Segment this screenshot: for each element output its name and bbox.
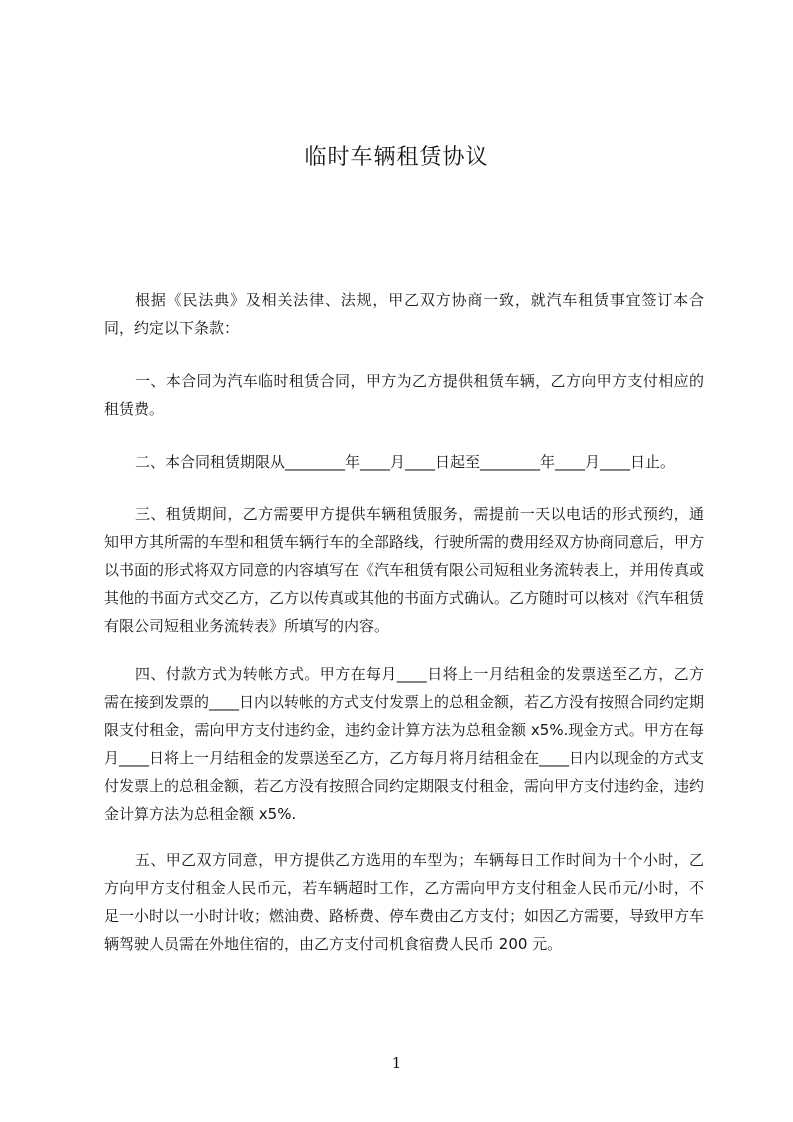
paragraph-clause-3: 三、租赁期间，乙方需要甲方提供车辆租赁服务，需提前一天以电话的形式预约，通知甲方其所需的车型和租赁车辆行车的全部路线，行驶所需的费用经双方协商同意后，甲方以书面的形式将双方同意的内容填写在《汽车租赁有限公司短租业务流转表上，并用传真或其他的书面方式交乙方，乙方以传真或其他的书面方式确认。乙方随时可以核对《汽车租赁有限公司短租业务流转表》所填写的内容。 [104, 505, 705, 635]
paragraph-clause-5: 五、甲乙双方同意，甲方提供乙方选用的车型为；车辆每日工作时间为十个小时，乙方向甲方支付租金人民币元，若车辆超时工作，乙方需向甲方支付租金人民币元/小时，不足一小时以一小时计收；燃油费、路桥费、停车费由乙方支付；如因乙方需要，导致甲方车辆驾驶人员需在外地住宿的，由乙方支付司机食宿费人民币 200 元。 [104, 851, 705, 953]
document-title: 临时车辆租赁协议 [304, 145, 489, 170]
paragraph-clause-2: 二、本合同租赁期限从________年____月____日起至________年____月____日止。 [135, 453, 676, 471]
page-number: 1 [391, 1054, 402, 1072]
paragraph-intro: 根据《民法典》及相关法律、法规，甲乙双方协商一致，就汽车租赁事宜签订本合同，约定以下条款： [104, 291, 704, 337]
paragraph-clause-1: 一、本合同为汽车临时租赁合同，甲方为乙方提供租赁车辆，乙方向甲方支付相应的租赁费。 [104, 372, 704, 418]
paragraph-clause-4: 四、付款方式为转帐方式。甲方在每月____日将上一月结租金的发票送至乙方，乙方需在接到发票的____日内以转帐的方式支付发票上的总租金额，若乙方没有按照合同约定期限支付租金，需向甲方支付违约金，违约金计算方法为总租金额 x5%.现金方式。甲方在每月____日将上一月结租金的发票送至乙方，乙方每月将月结租金在____日内以现金的方式支付发票上的总租金额，若乙方没有按照合同约定期限支付租金，需向甲方支付违约金，违约金计算方法为总租金额 x5%. [104, 665, 705, 823]
